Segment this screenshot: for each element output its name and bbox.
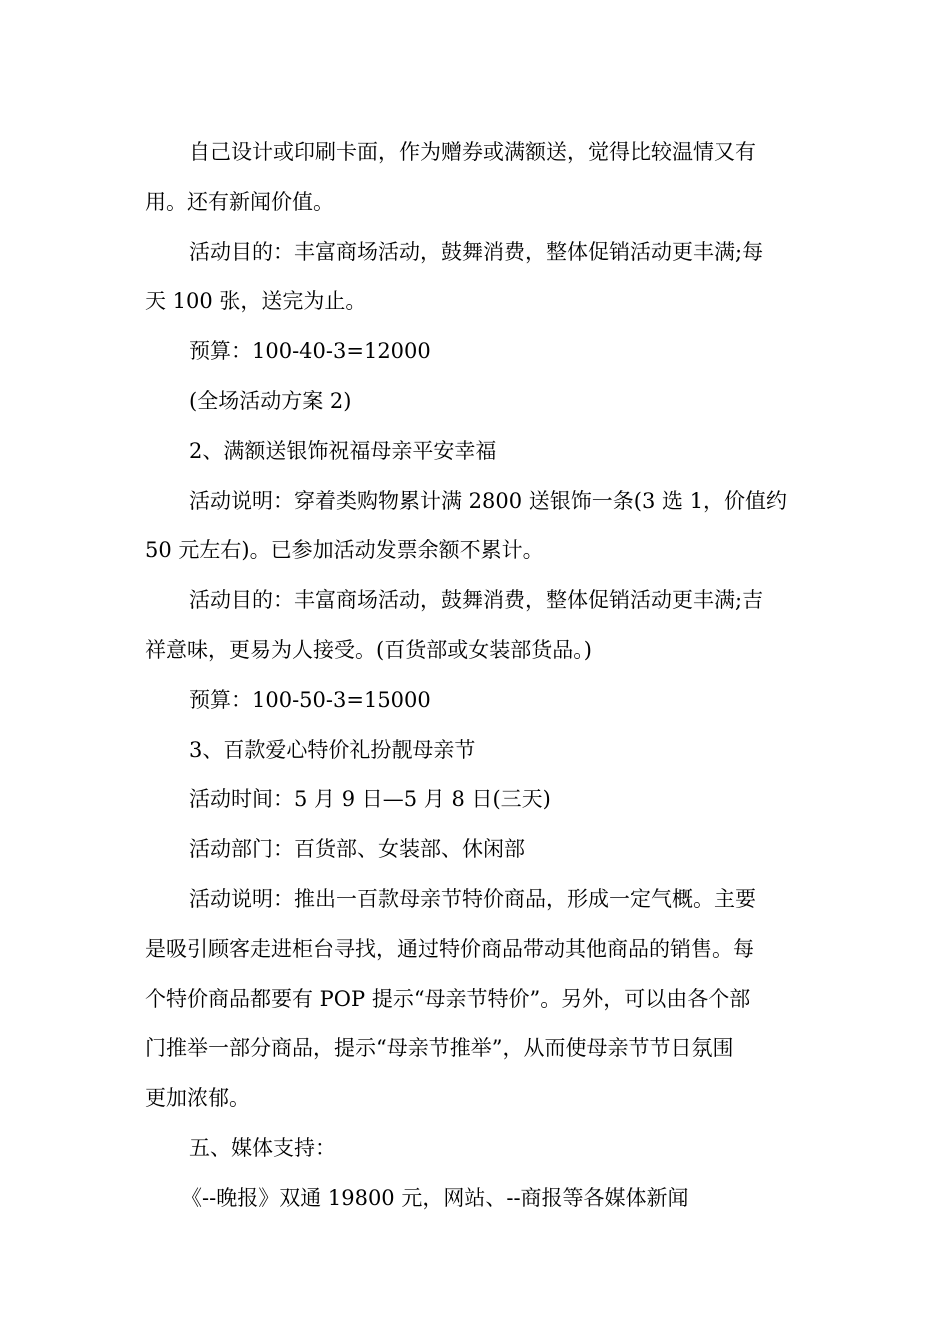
paragraph-line: 是吸引顾客走进柜台寻找，通过特价商品带动其他商品的销售。每	[145, 936, 754, 961]
paragraph-line: 门推举一部分商品，提示“母亲节推举”，从而使母亲节节日氛围	[145, 1036, 734, 1061]
budget-line: 预算：100-50-3=15000	[189, 687, 431, 712]
section-heading: 3、百款爱心特价礼扮靓母亲节	[189, 737, 476, 762]
paragraph-line: 祥意味，更易为人接受。(百货部或女装部货品。)	[145, 637, 592, 662]
paragraph-line: 活动目的：丰富商场活动，鼓舞消费，整体促销活动更丰满;每	[189, 239, 764, 264]
paragraph-line: 《--晚报》双通 19800 元，网站、--商报等各媒体新闻	[181, 1185, 689, 1210]
paragraph-line: 更加浓郁。	[145, 1086, 250, 1111]
paragraph-line: 个特价商品都要有 POP 提示“母亲节特价”。另外，可以由各个部	[145, 986, 751, 1011]
paragraph-line: 天 100 张，送完为止。	[145, 289, 367, 314]
section-heading: 五、媒体支持：	[189, 1135, 336, 1160]
paragraph-line: 用。还有新闻价值。	[145, 189, 334, 214]
document-body	[145, 128, 810, 1224]
paragraph-line: 活动时间：5 月 9 日—5 月 8 日(三天)	[189, 787, 551, 812]
paragraph-line: 活动部门：百货部、女装部、休闲部	[189, 837, 525, 862]
paragraph-line: 活动目的：丰富商场活动，鼓舞消费，整体促销活动更丰满;吉	[189, 588, 764, 613]
section-note: (全场活动方案 2)	[189, 388, 352, 413]
paragraph-line: 50 元左右)。已参加活动发票余额不累计。	[145, 538, 544, 563]
paragraph-line: 自己设计或印刷卡面，作为赠券或满额送，觉得比较温情又有	[189, 140, 756, 164]
paragraph-line: 活动说明：推出一百款母亲节特价商品，形成一定气概。主要	[189, 886, 756, 911]
budget-line: 预算：100-40-3=12000	[189, 339, 431, 364]
paragraph-line: 活动说明：穿着类购物累计满 2800 送银饰一条(3 选 1，价值约	[189, 488, 788, 513]
section-heading: 2、满额送银饰祝福母亲平安幸福	[189, 438, 497, 463]
